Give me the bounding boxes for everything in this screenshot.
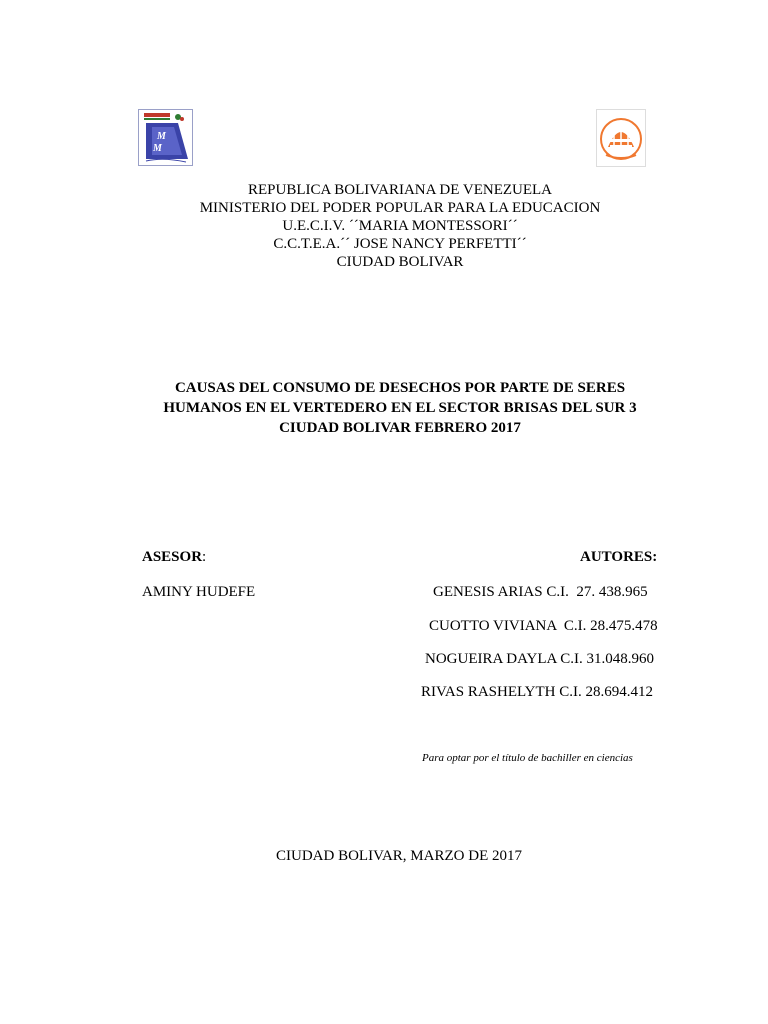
cctea-orange-emblem-icon xyxy=(596,109,646,167)
header-line-school: U.E.C.I.V. ´´MARIA MONTESSORI´´ xyxy=(282,218,518,234)
header-line-ministry: MINISTERIO DEL PODER POPULAR PARA LA EDUCACION xyxy=(199,200,601,216)
title-line-1: CAUSAS DEL CONSUMO DE DESECHOS POR PARTE DE SERES xyxy=(174,380,626,396)
asesor-label-colon: : xyxy=(202,549,207,565)
svg-text:M: M xyxy=(153,143,162,154)
document-title xyxy=(0,378,768,438)
author-item: NOGUEIRA DAYLA C.I. 31.048.960 xyxy=(425,651,655,667)
degree-note: Para optar por el título de bachiller en ciencias xyxy=(422,752,633,764)
autores-label: AUTORES: xyxy=(580,549,658,565)
title-line-2: HUMANOS EN EL VERTEDERO EN EL SECTOR BRISAS DEL SUR 3 xyxy=(163,400,637,416)
asesor-name: AMINY HUDEFE xyxy=(142,584,256,600)
asesor-label xyxy=(142,549,206,566)
asesor-label-text: ASESOR xyxy=(142,549,203,565)
header-line-republic: REPUBLICA BOLIVARIANA DE VENEZUELA xyxy=(247,182,553,198)
author-item: CUOTTO VIVIANA C.I. 28.475.478 xyxy=(429,618,658,634)
svg-text:M: M xyxy=(157,131,166,142)
author-item: GENESIS ARIAS C.I. 27. 438.965 xyxy=(433,584,648,600)
header-line-city: CIUDAD BOLIVAR xyxy=(336,254,464,270)
montessori-school-logo-icon xyxy=(138,109,193,166)
institution-header xyxy=(0,181,768,271)
place-date-footer: CIUDAD BOLIVAR, MARZO DE 2017 xyxy=(276,848,522,864)
title-line-3: CIUDAD BOLIVAR FEBRERO 2017 xyxy=(279,420,521,436)
author-item: RIVAS RASHELYTH C.I. 28.694.412 xyxy=(421,684,653,700)
header-line-center: C.C.T.E.A.´´ JOSE NANCY PERFETTI´´ xyxy=(273,236,527,252)
